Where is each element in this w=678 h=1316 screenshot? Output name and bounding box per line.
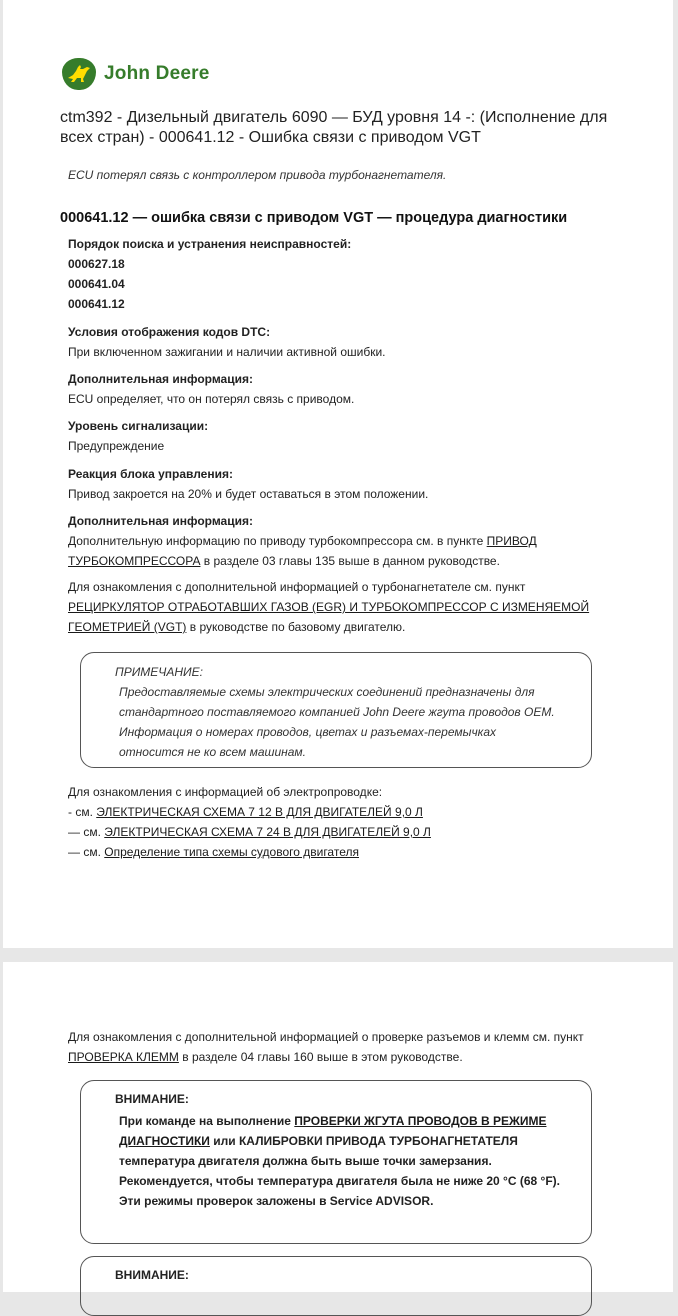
wiring-section: [68, 782, 608, 862]
brand-logo: [62, 58, 209, 90]
fault-code: 000641.12: [68, 297, 125, 311]
additional-info-1-text: ECU определяет, что он потерял связь с приводом.: [68, 392, 355, 406]
paragraph-text: Дополнительную информацию по приводу турбокомпрессора см. в пункте: [68, 534, 487, 548]
wiring-diagram-12v-link[interactable]: ЭЛЕКТРИЧЕСКАЯ СХЕМА 7 12 В ДЛЯ ДВИГАТЕЛЕЙ 9,0 Л: [96, 805, 423, 819]
dtc-conditions-label: Условия отображения кодов DTC:: [68, 325, 271, 339]
wiring-item: [68, 842, 608, 862]
additional-info-1-section: [68, 369, 608, 409]
wiring-prefix: — см.: [68, 825, 105, 839]
warning-text-part: При команде на выполнение: [119, 1114, 295, 1128]
troubleshoot-label: Порядок поиска и устранения неисправностей:: [68, 237, 352, 251]
marine-engine-diagram-link[interactable]: Определение типа схемы судового двигателя: [104, 845, 359, 859]
warning-heading: ВНИМАНИЕ:: [115, 1092, 189, 1106]
connectors-paragraph: [68, 1027, 616, 1067]
wiring-prefix: — см.: [68, 845, 105, 859]
dtc-conditions-text: При включенном зажигании и наличии активной ошибки.: [68, 345, 386, 359]
troubleshoot-section: [68, 234, 608, 314]
paragraph-text: в разделе 03 главы 135 выше в данном руководстве.: [200, 554, 500, 568]
wiring-prefix: - см.: [68, 805, 97, 819]
control-response-text: Привод закроется на 20% и будет оставаться в этом положении.: [68, 487, 429, 501]
john-deere-leaping-deer-logo-icon: [62, 58, 96, 90]
additional-info-1-label: Дополнительная информация:: [68, 372, 253, 386]
fault-code: 000627.18: [68, 257, 125, 271]
brand-name: John Deere: [104, 63, 210, 84]
document-title: ctm392 - Дизельный двигатель 6090 — БУД уровня 14 -: (Исполнение для всех стран) - 000641.12 - Ошибка связи с приводом VGT: [60, 109, 608, 146]
turbo-actuator-link[interactable]: ПРИВОД ТУРБОКОМПРЕССОРА: [68, 534, 537, 568]
harness-diagnostic-check-link[interactable]: ПРОВЕРКИ ЖГУТА ПРОВОДОВ В РЕЖИМЕ ДИАГНОСТИКИ: [119, 1114, 547, 1148]
note-heading: ПРИМЕЧАНИЕ:: [115, 665, 203, 679]
warning-heading: ВНИМАНИЕ:: [115, 1268, 189, 1282]
warning-text: [119, 1111, 567, 1211]
egr-vgt-link[interactable]: РЕЦИРКУЛЯТОР ОТРАБОТАВШИХ ГАЗОВ (EGR) И ТУРБОКОМПРЕССОР С ИЗМЕНЯЕМОЙ ГЕОМЕТРИЕЙ (VGT): [68, 600, 590, 634]
intro-text: ECU потерял связь с контроллером привода турбонагнетателя.: [68, 168, 447, 182]
turbo-actuator-paragraph: [68, 531, 608, 571]
dtc-conditions-section: [68, 322, 608, 362]
procedure-title: 000641.12 — ошибка связи с приводом VGT — процедура диагностики: [60, 210, 568, 226]
additional-info-2-label: Дополнительная информация:: [68, 514, 253, 528]
paragraph-text: в разделе 04 главы 160 выше в этом руководстве.: [178, 1050, 463, 1064]
warning-box: [80, 1080, 592, 1244]
warning-text-part: или КАЛИБРОВКИ ПРИВОДА ТУРБОНАГНЕТАТЕЛЯ температура двигателя должна быть выше точки замерзания. Рекомендуется, чтобы температура двигателя была не ниже 20 °C (68 °F). Эти режимы проверок заложены в Service ADVISOR.: [119, 1134, 560, 1208]
control-response-section: [68, 464, 608, 504]
terminal-check-link[interactable]: ПРОВЕРКА КЛЕММ: [68, 1050, 179, 1064]
alarm-level-label: Уровень сигнализации:: [68, 419, 209, 433]
wiring-intro: Для ознакомления с информацией об электропроводке:: [68, 785, 383, 799]
warning-box-2: [80, 1256, 592, 1316]
paragraph-text: Для ознакомления с дополнительной информацией о турбонагнетателе см. пункт: [68, 580, 526, 594]
alarm-level-section: [68, 416, 608, 456]
alarm-level-text: Предупреждение: [68, 439, 165, 453]
egr-vgt-paragraph: [68, 577, 608, 637]
paragraph-text: в руководстве по базовому двигателю.: [186, 620, 406, 634]
wiring-diagram-24v-link[interactable]: ЭЛЕКТРИЧЕСКАЯ СХЕМА 7 24 В ДЛЯ ДВИГАТЕЛЕЙ 9,0 Л: [104, 825, 431, 839]
control-response-label: Реакция блока управления:: [68, 467, 233, 481]
paragraph-text: Для ознакомления с дополнительной информацией о проверке разъемов и клемм см. пункт: [68, 1030, 584, 1044]
wiring-item: [68, 802, 608, 822]
note-text: Предоставляемые схемы электрических соединений предназначены для стандартного поставляемого компанией John Deere жгута проводов OEM. Информация о номерах проводов, цветах и разъемах-перемычках относится не ко всем машинам.: [119, 685, 555, 759]
additional-info-2-section: [68, 511, 608, 637]
fault-code: 000641.04: [68, 277, 125, 291]
note-box: [80, 652, 592, 768]
wiring-item: [68, 822, 608, 842]
